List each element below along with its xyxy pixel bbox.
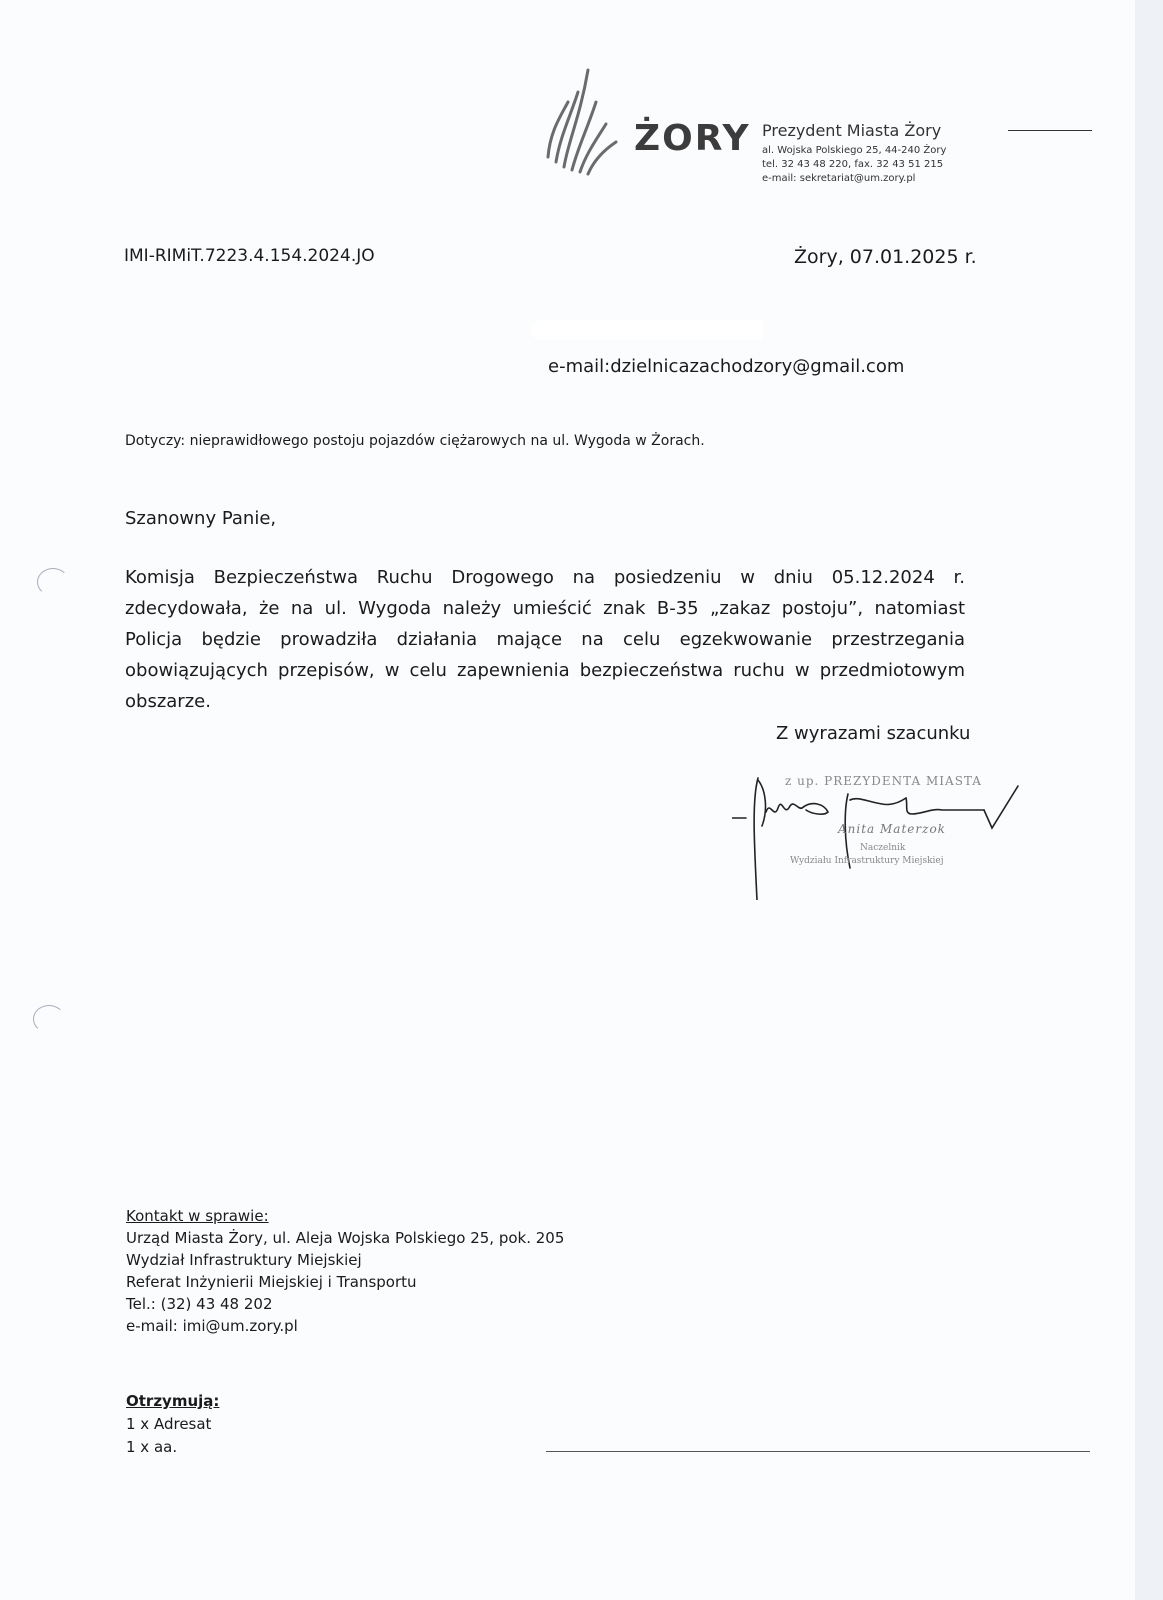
- closing-phrase: Z wyrazami szacunku: [776, 723, 971, 744]
- contact-line: Wydział Infrastruktury Miejskiej: [126, 1251, 362, 1269]
- subject-line: Dotyczy: nieprawidłowego postoju pojazdów ciężarowych na ul. Wygoda w Żorach.: [125, 433, 705, 449]
- recipients-block: [126, 1390, 219, 1459]
- contact-block: [126, 1205, 564, 1337]
- letter-body: Komisja Bezpieczeństwa Ruchu Drogowego na posiedzeniu w dniu 05.12.2024 r. zdecydowała, że na ul. Wygoda należy umieścić znak B-35 „zakaz postoju”, natomiast Policja będzie prowadziła działania mające na celu egzekwowanie przestrzegania obowiązujących przepisów, w celu zapewnienia bezpieczeństwa ruchu w przedmiotowym obszarze.: [125, 567, 965, 712]
- contact-line: Urząd Miasta Żory, ul. Aleja Wojska Polskiego 25, pok. 205: [126, 1229, 565, 1247]
- redaction-mark: [531, 320, 763, 340]
- contact-heading: Kontakt w sprawie:: [126, 1207, 269, 1225]
- city-logo-icon: [540, 62, 620, 177]
- address-line: al. Wojska Polskiego 25, 44-240 Żory: [762, 145, 947, 156]
- recipients-heading: Otrzymują:: [126, 1392, 220, 1410]
- office-title: Prezydent Miasta Żory: [762, 121, 942, 140]
- footer-rule: [546, 1451, 1090, 1452]
- punch-hole: [33, 1005, 65, 1033]
- stamp-authorization: z up. PREZYDENTA MIASTA: [785, 774, 982, 788]
- header-rule: [1008, 130, 1092, 131]
- reference-number: IMI-RIMiT.7223.4.154.2024.JO: [124, 246, 375, 266]
- contact-line: Referat Inżynierii Miejskiej i Transportu: [126, 1273, 417, 1291]
- recipient-line: 1 x Adresat: [126, 1415, 212, 1433]
- contact-line: Tel.: (32) 43 48 202: [126, 1295, 273, 1313]
- recipient-line: 1 x aa.: [126, 1438, 178, 1456]
- stamp-signatory-name: Anita Materzok: [838, 822, 946, 836]
- greeting: Szanowny Panie,: [125, 508, 277, 529]
- stamp-signatory-role: Naczelnik: [860, 843, 906, 853]
- punch-hole: [37, 568, 69, 596]
- stamp-department: Wydziału Infrastruktury Miejskiej: [790, 856, 944, 866]
- recipient-email: e-mail:dzielnicazachodzory@gmail.com: [548, 356, 905, 377]
- contact-line: e-mail: imi@um.zory.pl: [126, 1317, 298, 1335]
- page-edge: [1135, 0, 1163, 1600]
- email-line: e-mail: sekretariat@um.zory.pl: [762, 173, 916, 184]
- letter-date: Żory, 07.01.2025 r.: [794, 246, 977, 268]
- phone-line: tel. 32 43 48 220, fax. 32 43 51 215: [762, 159, 944, 170]
- logo-text: ŻORY: [634, 118, 751, 159]
